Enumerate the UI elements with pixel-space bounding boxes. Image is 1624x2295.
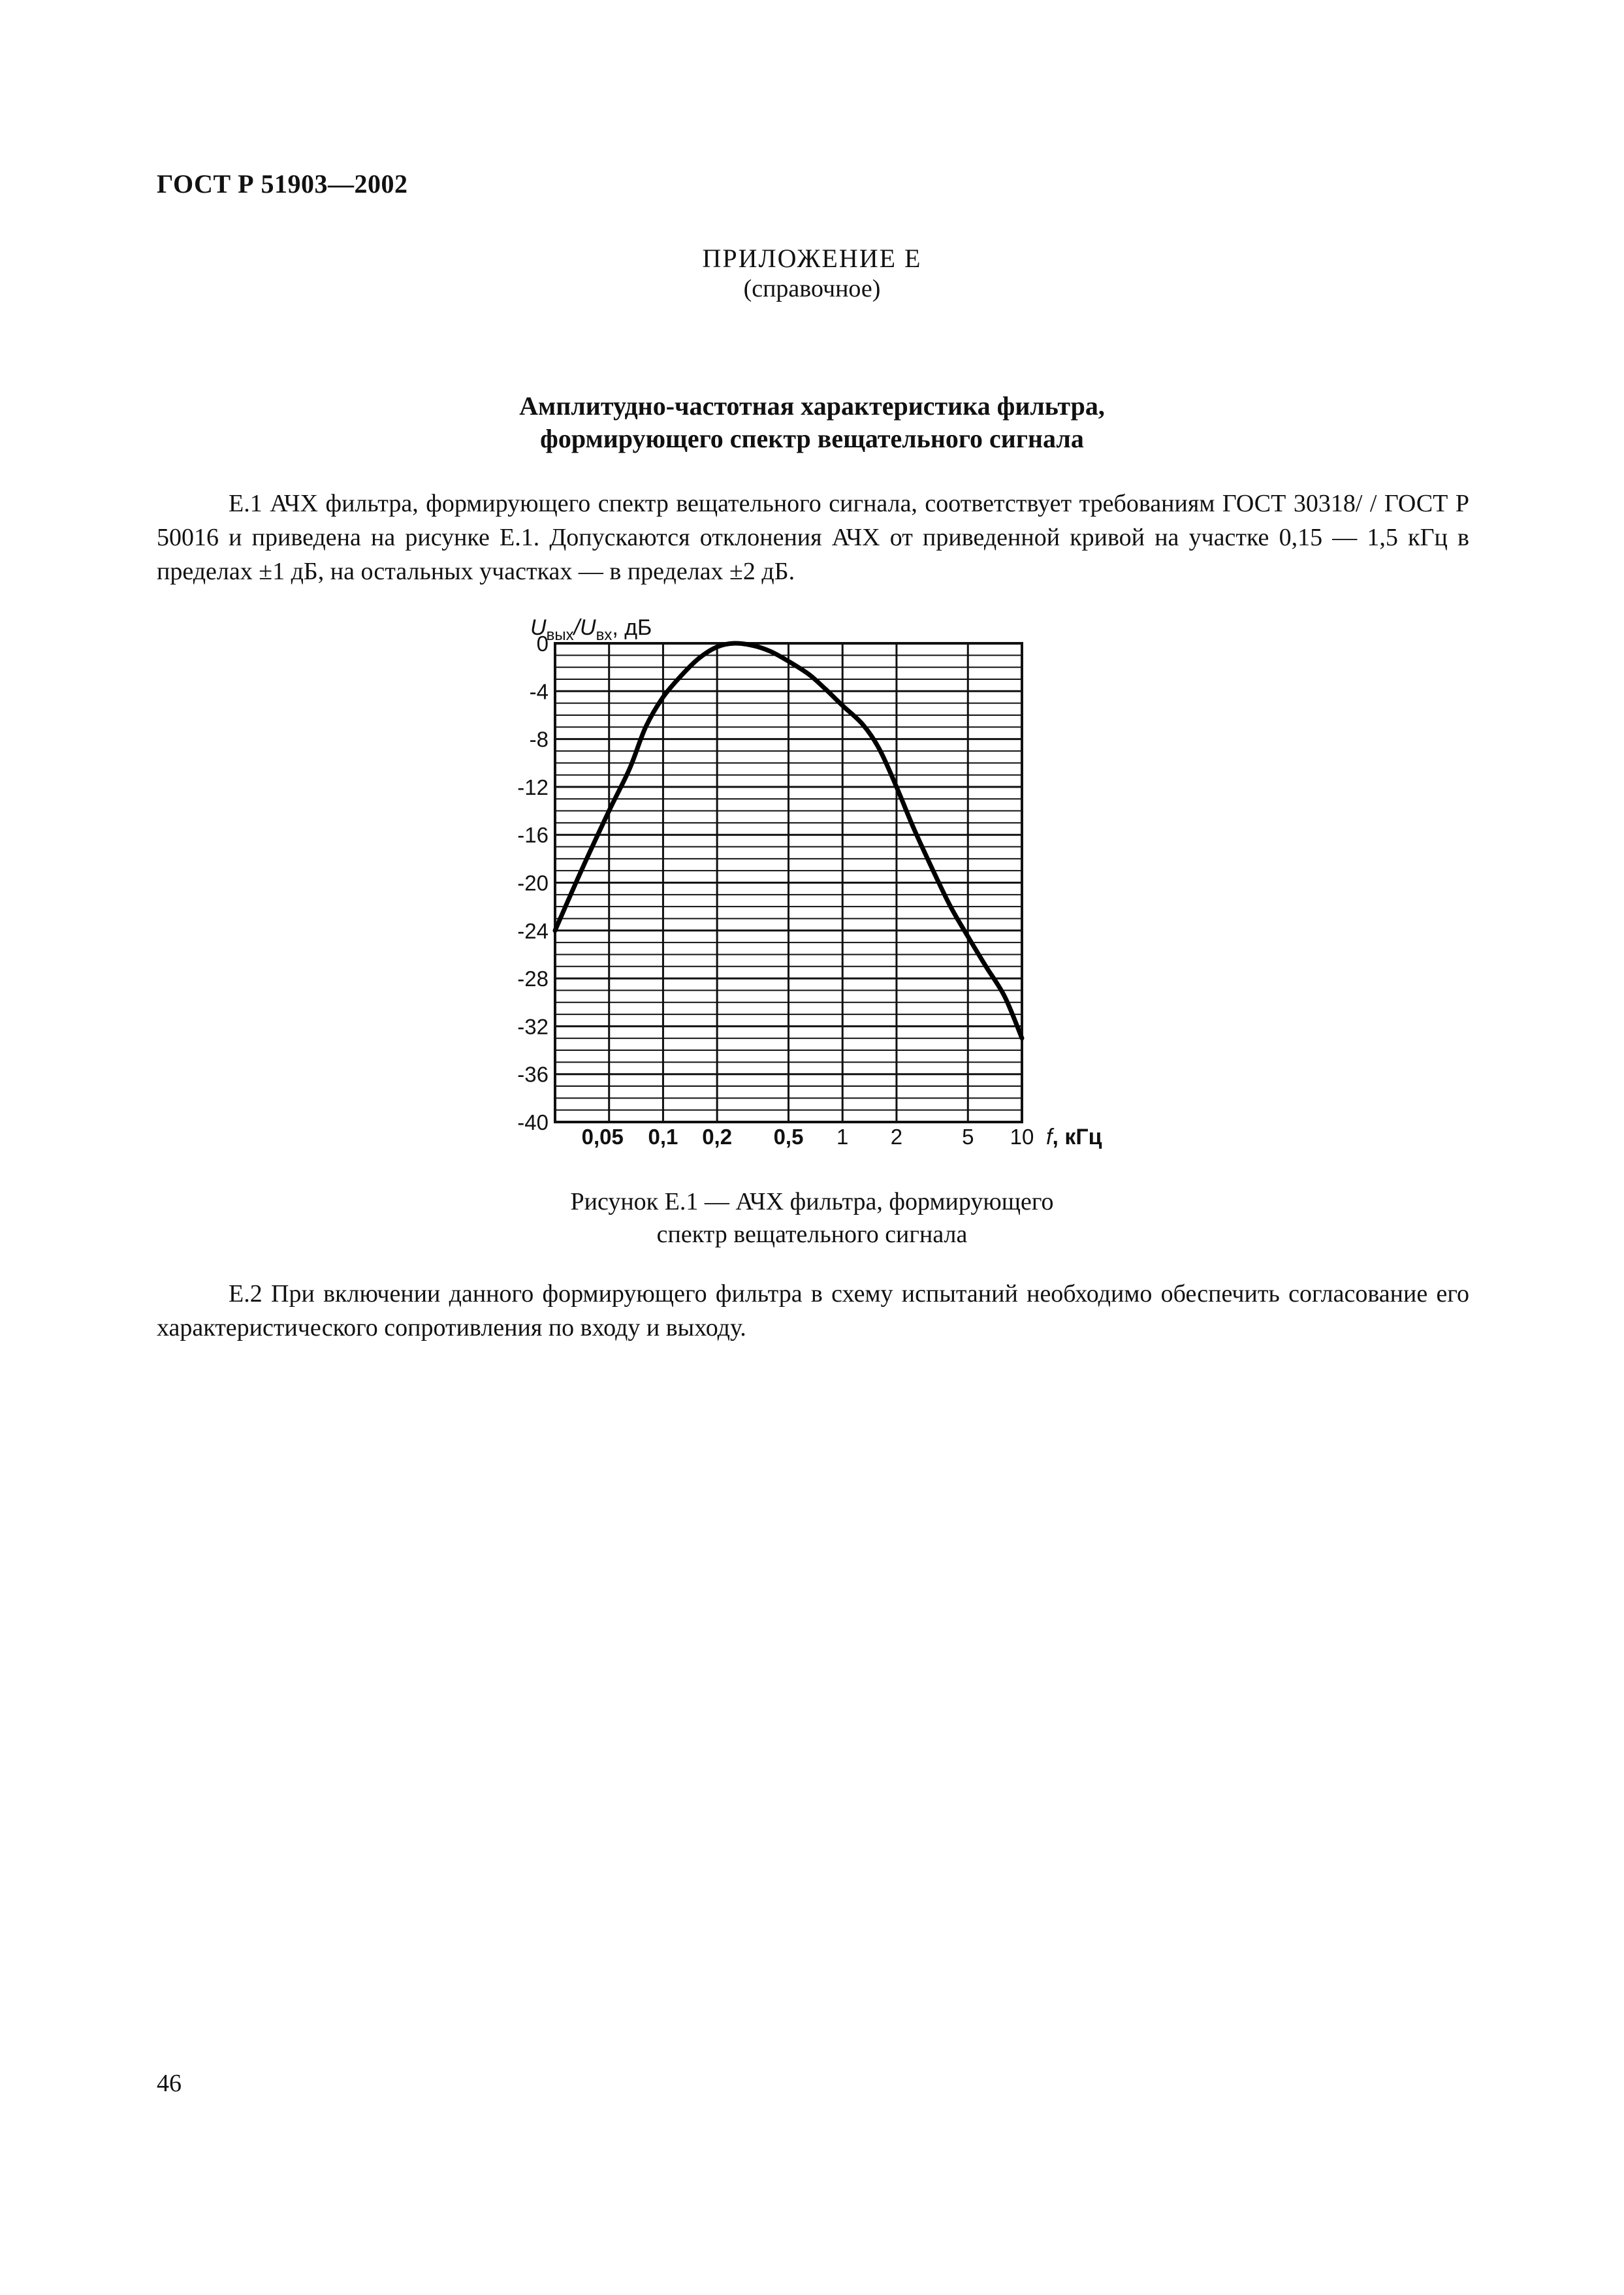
y-tick-label: -12 bbox=[517, 775, 549, 799]
y-tick-label: 0 bbox=[536, 632, 549, 656]
y-tick-label: -28 bbox=[517, 967, 549, 991]
x-tick-label: 5 bbox=[962, 1125, 974, 1149]
chart-grid bbox=[555, 643, 1022, 1122]
paragraph-e2-text: Е.2 При включении данного формирующего фильтра в схему испытаний необходимо обеспечить согласование его характеристического сопротивления по входу и выходу. bbox=[157, 1280, 1469, 1341]
y-axis-title-sub-in: вх bbox=[596, 626, 613, 644]
y-tick-label: -24 bbox=[517, 918, 549, 943]
x-tick-label: 0,1 bbox=[648, 1125, 678, 1149]
y-tick-label: -8 bbox=[529, 727, 549, 752]
y-tick-label: -16 bbox=[517, 823, 549, 848]
y-tick-label: -32 bbox=[517, 1014, 549, 1039]
figure-caption-line1: Рисунок Е.1 — АЧХ фильтра, формирующего bbox=[570, 1188, 1054, 1215]
x-axis-title-var: f bbox=[1046, 1125, 1053, 1149]
y-axis-title-unit: , дБ bbox=[612, 615, 652, 640]
paragraph-e2 bbox=[157, 1277, 1469, 1345]
x-tick-label: 0,5 bbox=[773, 1125, 804, 1149]
y-axis-title-u-in: /U bbox=[573, 615, 596, 640]
y-axis-title-u-out: U bbox=[530, 615, 547, 640]
paragraph-e1-text: Е.1 АЧХ фильтра, формирующего спектр вещательного сигнала, соответствует требованиям ГОСТ 30318/ / ГОСТ Р 50016 и приведена на рисунке Е.1. Допускаются отклонения АЧХ от приведенной кривой на участке 0,15 — 1,5 кГц в пределах ±1 дБ, на остальных участках — в пределах ±2 дБ. bbox=[157, 490, 1469, 585]
x-tick-label: 0,05 bbox=[581, 1125, 624, 1149]
appendix-note: (справочное) bbox=[743, 275, 881, 302]
x-axis-title bbox=[1046, 1125, 1102, 1149]
x-tick-label: 10 bbox=[1010, 1125, 1034, 1149]
y-tick-label: -20 bbox=[517, 871, 549, 895]
y-axis-title bbox=[530, 615, 652, 644]
x-tick-label: 1 bbox=[836, 1125, 849, 1149]
page-number: 46 bbox=[157, 2070, 182, 2097]
section-title-line1: Амплитудно-частотная характеристика фильтра, bbox=[519, 391, 1105, 421]
chart-axis-labels bbox=[517, 632, 1034, 1149]
figure-caption-line2: спектр вещательного сигнала bbox=[656, 1221, 968, 1248]
x-axis-title-unit: , кГц bbox=[1052, 1125, 1102, 1149]
y-tick-label: -36 bbox=[517, 1062, 549, 1087]
x-tick-label: 2 bbox=[890, 1125, 903, 1149]
x-tick-label: 0,2 bbox=[702, 1125, 733, 1149]
section-title-line2: формирующего спектр вещательного сигнала bbox=[540, 424, 1084, 453]
y-tick-label: -40 bbox=[517, 1110, 549, 1134]
y-axis-title-sub-out: вых bbox=[546, 626, 574, 644]
figure-caption bbox=[0, 1185, 1624, 1251]
document-header: ГОСТ Р 51903—2002 bbox=[157, 169, 408, 199]
appendix-title: ПРИЛОЖЕНИЕ Е bbox=[702, 244, 922, 273]
y-tick-label: -4 bbox=[529, 679, 549, 704]
